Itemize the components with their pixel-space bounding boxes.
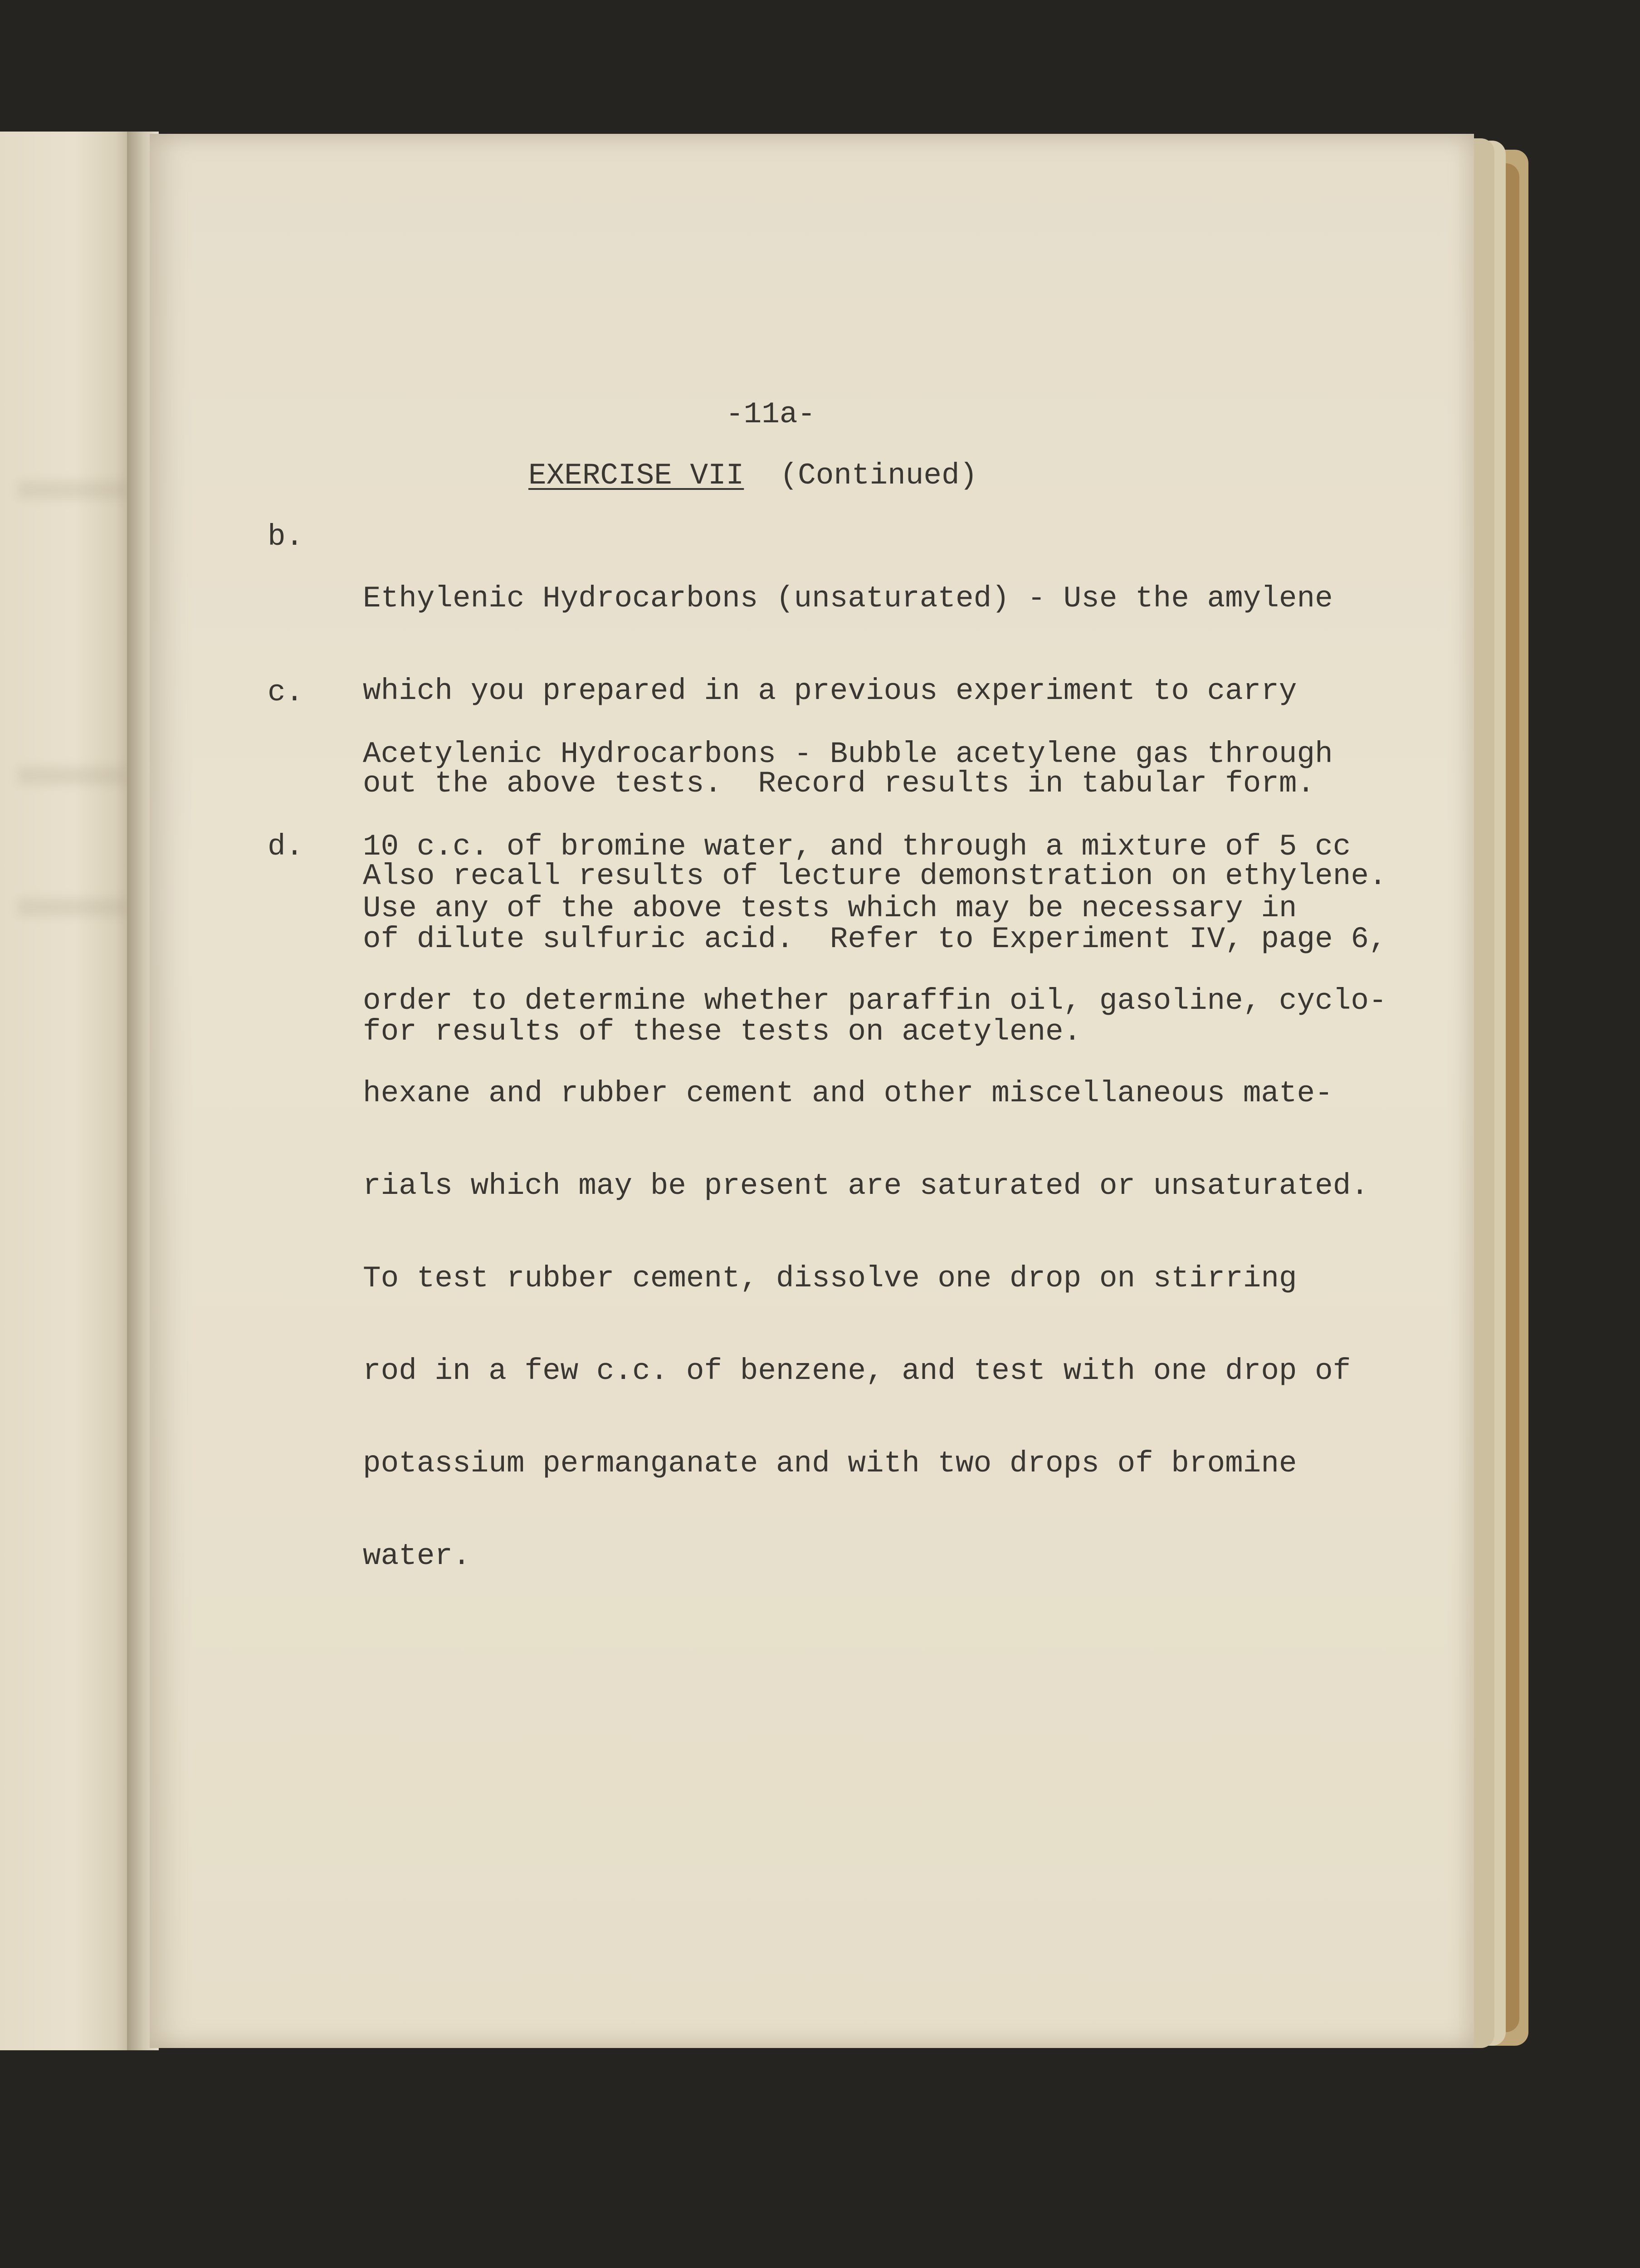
text-line: Also recall results of lecture demonstration on ethylene. — [363, 859, 1387, 893]
text-line: To test rubber cement, dissolve one drop on stirring — [363, 1261, 1297, 1295]
text-line: for results of these tests on acetylene. — [363, 1015, 1082, 1049]
text-line: water. — [363, 1539, 471, 1573]
item-text — [363, 831, 1387, 1633]
text-line: Acetylenic Hydrocarbons - Bubble acetylene gas through — [363, 737, 1333, 771]
left-facing-page — [0, 132, 136, 2050]
item-letter: d. — [268, 830, 304, 864]
exercise-title: EXERCISE VII — [528, 459, 744, 493]
text-line: potassium permanganate and with two drops of bromine — [363, 1447, 1297, 1481]
item-letter: c. — [268, 675, 304, 709]
bleed-through-mark — [18, 767, 127, 785]
text-line: 10 c.c. of bromine water, and through a mixture of 5 cc — [363, 830, 1351, 864]
bleed-through-mark — [18, 481, 127, 499]
exercise-continued-label: (Continued) — [780, 459, 978, 493]
text-line: out the above tests. Record results in tabular form. — [363, 767, 1315, 801]
page-number: -11a- — [726, 397, 816, 431]
typed-page — [150, 134, 1474, 2048]
text-line: which you prepared in a previous experiment to carry — [363, 674, 1297, 708]
text-line: order to determine whether paraffin oil, gasoline, cyclo- — [363, 984, 1387, 1018]
text-line: hexane and rubber cement and other miscellaneous mate- — [363, 1076, 1333, 1110]
text-line: Use any of the above tests which may be necessary in — [363, 891, 1297, 925]
text-line: of dilute sulfuric acid. Refer to Experiment IV, page 6, — [363, 922, 1387, 956]
text-line: Ethylenic Hydrocarbons (unsaturated) - Use the amylene — [363, 582, 1333, 616]
bleed-through-mark — [18, 898, 127, 916]
text-line: rod in a few c.c. of benzene, and test with one drop of — [363, 1354, 1351, 1388]
text-line: rials which may be present are saturated or unsaturated. — [363, 1169, 1369, 1203]
item-letter: b. — [268, 520, 304, 554]
exercise-heading — [528, 460, 977, 491]
